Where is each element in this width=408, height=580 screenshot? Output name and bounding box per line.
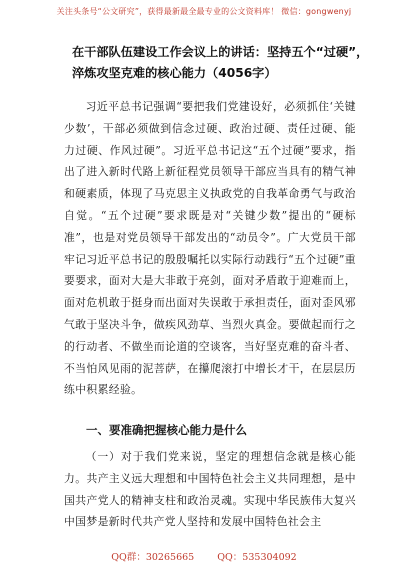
footer-qq: QQ：535304092 <box>217 552 297 563</box>
top-promo-banner: 关注头条号“公文研究”，获得最新最全最专业的公文资料库！ 微信：gongwenyj <box>56 7 352 16</box>
section-paragraph: （一）对于我们党来说，坚定的理想信念就是核心能力。共产主义远大理想和中国特色社会主义共同理想，是中国共产党人的精神支柱和政治灵魂。实现中华民族伟大复兴中国梦是新时代共产党人坚持和发展中国特色社会主 <box>64 450 356 529</box>
footer-qq-group: QQ群：30265665 <box>111 552 195 563</box>
section-heading: 一、要准确把握核心能力是什么 <box>86 423 247 437</box>
footer-contact <box>0 549 408 563</box>
document-title: 在干部队伍建设工作会议上的讲话：坚持五个“过硬”，淬炼攻坚克难的核心能力（4056字） <box>72 45 369 80</box>
intro-paragraph: 习近平总书记强调“要把我们党建设好，必须抓住‘关键少数’，干部必须做到信念过硬、政治过硬、责任过硬、能力过硬、作风过硬”。习近平总书记这“五个过硬”要求，指出了进入新时代路上新征程党员领导干部应当具有的精气神和硬素质，体现了马克思主义执政党的自我革命勇气与政治自觉。“五个过硬”要求既是对“关键少数”提出的“硬标准”，也是对党员领导干部发出的“动员令”。广大党员干部牢记习近平总书记的殷殷嘱托以实际行动践行“五个过硬”重要要求，面对大是大非敢于亮剑，面对矛盾敢于迎难而上，面对危机敢于挺身而出面对失误敢于承担责任，面对歪风邪气敢于坚决斗争，做疾风劲草、当烈火真金。要做起而行之的行动者、不做坐而论道的空谈客，当好坚克难的奋斗者、不当怕风见雨的泥菩萨，在攥爬滚打中增长才干，在层层历练中积累经验。 <box>64 100 356 397</box>
